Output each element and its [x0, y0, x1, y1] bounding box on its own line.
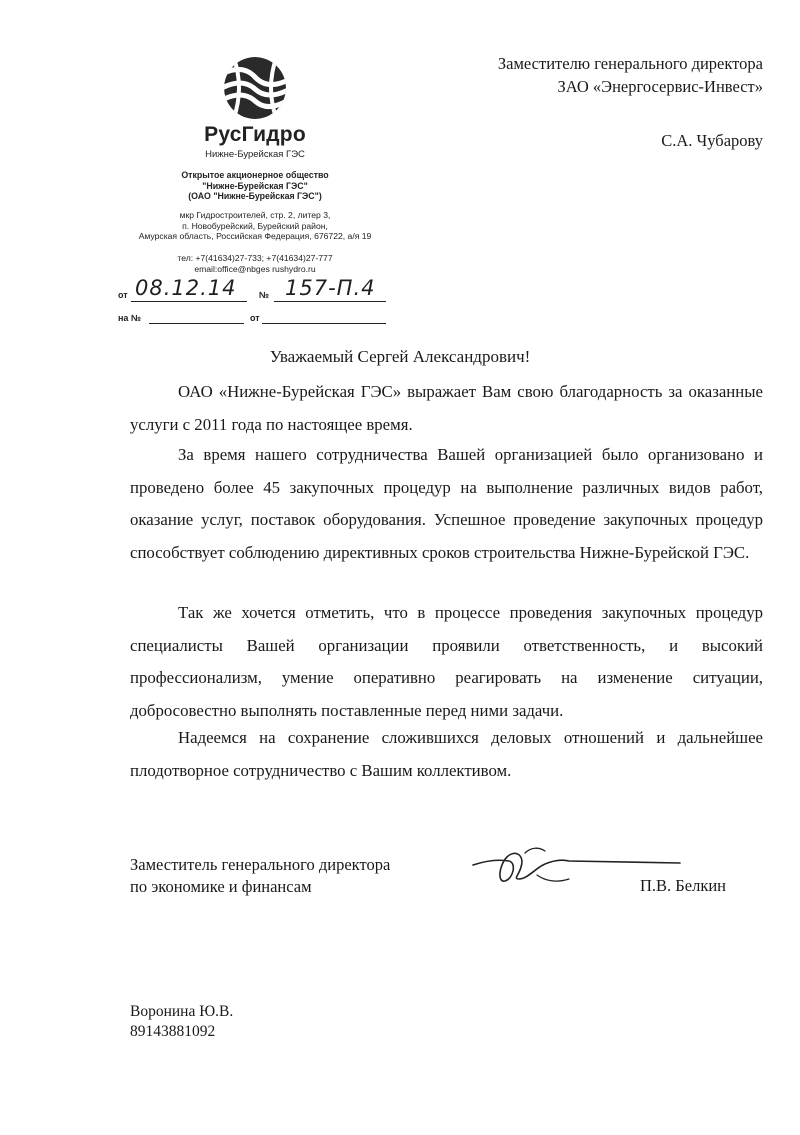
letterhead-email: email:office@nbges rushydro.ru	[194, 263, 316, 274]
address-line-2: п. Новобурейский, Бурейский район,	[182, 220, 328, 231]
addressee-position: Заместителю генерального директора	[497, 54, 763, 73]
addressee-block	[498, 52, 763, 152]
rushydro-logo-icon	[222, 55, 288, 121]
org-line-3: (ОАО "Нижне-Бурейская ГЭС")	[188, 191, 322, 201]
reference-date-label: от	[250, 313, 260, 323]
date-label: от	[118, 290, 128, 300]
contact-phone: 89143881092	[130, 1023, 216, 1040]
paragraph-4: Надеемся на сохранение сложившихся деловых отношений и дальнейшее плодотворное сотрудничество с Вашим коллективом.	[130, 728, 763, 780]
paragraph-3: Так же хочется отметить, что в процессе проведения закупочных процедур специалисты Вашей организации проявили ответственность, и высокий профессионализм, умение оперативно реагировать на изменение ситуации, добросовестно выполнять поставленные перед ними задачи.	[130, 603, 763, 720]
handwritten-date: 08.12.14	[135, 276, 237, 300]
reference-number-line	[149, 323, 244, 324]
number-label: №	[259, 290, 270, 300]
date-line	[131, 301, 247, 302]
signatory-name: П.В. Белкин	[640, 876, 727, 895]
signatory-title-line-2: по экономике и финансам	[130, 877, 312, 896]
addressee-name: С.А. Чубарову	[661, 131, 763, 150]
addressee-company: ЗАО «Энергосервис-Инвест»	[557, 77, 763, 96]
organization-name	[110, 170, 400, 202]
paragraph-2: За время нашего сотрудничества Вашей организацией было организовано и проведено более 45 закупочных процедур на выполнение различных видов работ, оказание услуг, поставок оборудования. Успешное проведение закупочных процедур способствует соблюдению директивных сроков строительства Нижне-Бурейской ГЭС.	[130, 445, 763, 562]
contact-name: Воронина Ю.В.	[130, 1003, 234, 1020]
address-line-1: мкр Гидростроителей, стр. 2, литер 3,	[179, 210, 331, 220]
letterhead-phone: тел: +7(41634)27-733; +7(41634)27-777	[177, 253, 333, 263]
plant-name: Нижне-Бурейская ГЭС	[205, 149, 305, 160]
paragraph-1: ОАО «Нижне-Бурейская ГЭС» выражает Вам свою благодарность за оказанные услуги с 2011 года по настоящее время.	[130, 382, 763, 434]
signatory-title-line-1: Заместитель генерального директора	[130, 855, 391, 874]
brand-name: РусГидро	[204, 123, 306, 146]
salutation: Уважаемый Сергей Александрович!	[269, 347, 531, 366]
reference-date-line	[262, 323, 386, 324]
postal-address	[110, 210, 400, 242]
reference-number-label: на №	[118, 313, 141, 323]
org-line-1: Открытое акционерное общество	[181, 170, 329, 180]
letterhead-contacts	[110, 253, 400, 274]
contact-person	[130, 1002, 233, 1042]
address-line-3: Амурская область, Российская Федерация, 676722, а/я 19	[138, 231, 372, 241]
org-line-2: "Нижне-Бурейская ГЭС"	[202, 180, 308, 191]
handwritten-number: 157-П.4	[285, 276, 376, 300]
signatory-title	[130, 854, 390, 898]
number-line	[274, 301, 386, 302]
